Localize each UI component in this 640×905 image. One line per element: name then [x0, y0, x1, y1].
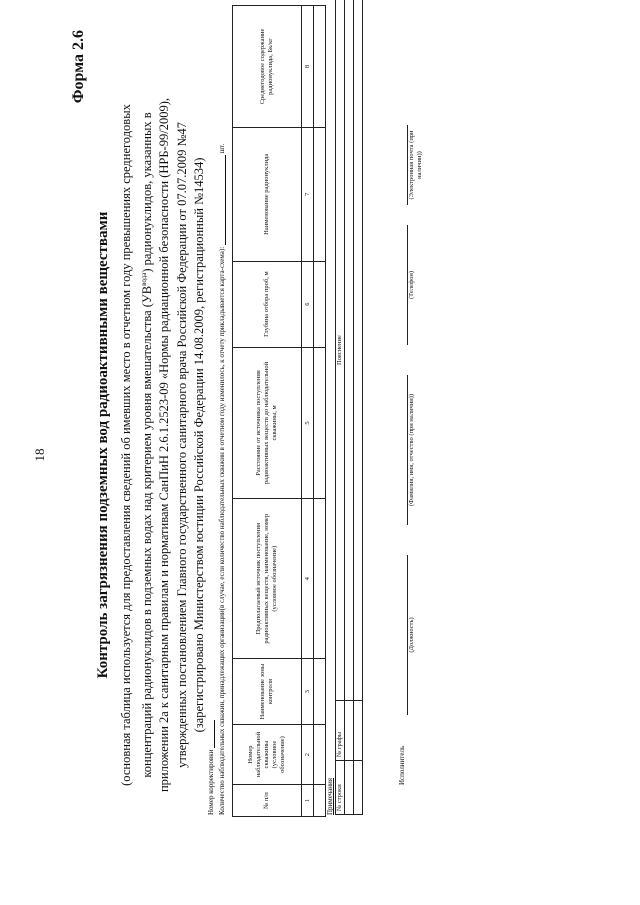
column-number: 2 [302, 725, 314, 785]
column-number: 3 [302, 659, 314, 725]
header-cell: Наименование радионуклида [233, 127, 302, 261]
notes-cell[interactable] [345, 761, 354, 815]
executor-label: Исполнитель [398, 745, 406, 785]
table-cell[interactable] [314, 499, 326, 659]
signature-name-field[interactable] [407, 375, 416, 525]
column-number: 8 [302, 6, 314, 128]
wells-count-field[interactable] [217, 155, 226, 245]
table-cell[interactable] [314, 659, 326, 725]
notes-row [345, 0, 354, 815]
notes-cell[interactable] [354, 0, 363, 701]
column-number: 5 [302, 347, 314, 499]
table-cell[interactable] [314, 347, 326, 499]
notes-row [354, 0, 363, 815]
table-cell[interactable] [314, 785, 326, 817]
column-number-row [302, 6, 314, 817]
signature-caption: (Телефон) [408, 270, 415, 300]
document-description: (основная таблица используется для предоставления сведений об имевших место в отчетном году превышениях среднегодовых концентраций радионуклидов в подземных водах над критерием уровня вмешательства $(УВ^{вода})$ радионуклидов, указанных в приложении 2а к санитарным правилам и нормативам СанПиН 2.6.1.2523-09 «Нормы радиационной безопасности (НРБ-99/2009), утвержденных постановлением Главного государственного санитарного врача Российской Федерации от 07.07.2009 №47 (зарегистрировано Министерством юстиции Российской Федерации 14.08.2009, регистрационный №14534) [119, 98, 207, 793]
signature-position-field[interactable] [407, 555, 416, 715]
notes-cell[interactable] [345, 0, 354, 701]
notes-cell[interactable] [345, 701, 354, 761]
notes-label: Примечания [326, 777, 334, 815]
column-number: 1 [302, 785, 314, 817]
header-cell: № п/п [233, 785, 302, 817]
document-title: Контроль загрязнения подземных вод радиоактивными веществами [95, 211, 111, 679]
table-row [314, 6, 326, 817]
radioactive-contamination-table [232, 5, 326, 817]
signature-email-field[interactable] [407, 125, 424, 205]
notes-cell[interactable] [354, 761, 363, 815]
header-cell: Расстояние от источника поступления радиоактивных веществ до наблюдательной скважины, м [233, 347, 302, 499]
correction-number-row [206, 720, 215, 815]
correction-number-field[interactable] [206, 720, 215, 748]
table-cell[interactable] [314, 127, 326, 261]
table-cell[interactable] [314, 261, 326, 347]
notes-header-cell: Пояснение [336, 0, 345, 701]
header-cell: Предполагаемый источник поступления радиоактивных веществ, наименование, номер (условное обозначение) [233, 499, 302, 659]
column-number: 6 [302, 261, 314, 347]
wells-count-unit: шт. [218, 143, 226, 154]
signature-phone-field[interactable] [407, 225, 416, 345]
column-number: 7 [302, 127, 314, 261]
signature-caption: (Электронная почта (при наличии)) [408, 130, 423, 200]
table-cell[interactable] [314, 725, 326, 785]
signature-caption: (Фамилия, имя, отчество (при наличии)) [408, 393, 415, 507]
column-number: 4 [302, 499, 314, 659]
header-cell: Номер наблюдательной скважины (условное обозначение) [233, 725, 302, 785]
correction-number-label: Номер корректировки [207, 749, 215, 815]
table-header-row [233, 6, 302, 817]
form-label: Форма 2.6 [70, 30, 87, 104]
notes-cell[interactable] [354, 701, 363, 761]
header-cell: Среднегодовое содержание радионуклида, Бк/кг [233, 6, 302, 128]
notes-table [335, 0, 363, 815]
wells-count-label: Количество наблюдательных скважин, принадлежащих организации(в случае, если количество наблюдательных скважин в отчетном году изменилось, к отчету прикладывается карта-схема): [218, 246, 226, 815]
signature-caption: (Должность) [408, 617, 415, 653]
table-cell[interactable] [314, 6, 326, 128]
notes-header-row [336, 0, 345, 815]
wells-count-row [217, 144, 226, 815]
header-cell: Наименование зоны контроля [233, 659, 302, 725]
header-cell: Глубина отбора проб, м [233, 261, 302, 347]
page-number: 18 [32, 448, 47, 462]
notes-header-cell: № строки [336, 761, 345, 815]
notes-header-cell: № графы [336, 701, 345, 761]
superscript-water: вода [139, 272, 148, 286]
